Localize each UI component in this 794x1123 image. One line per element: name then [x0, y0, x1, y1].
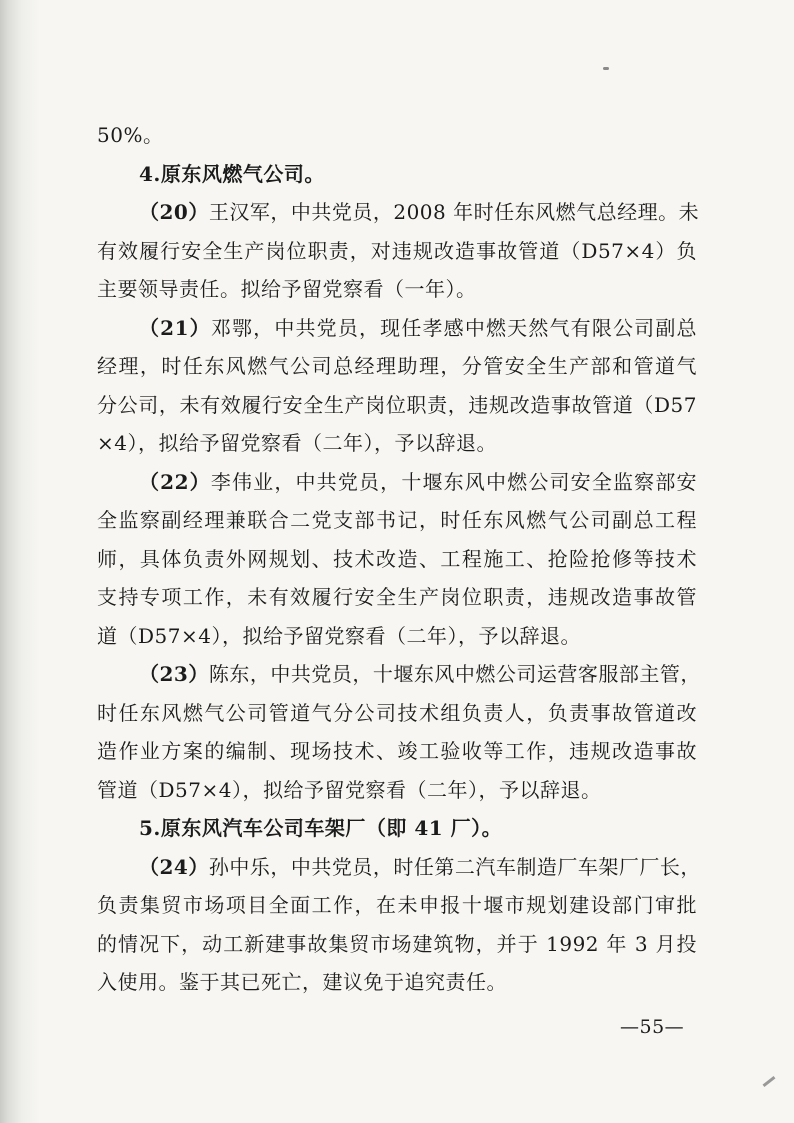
text-line: 支持专项工作，未有效履行安全生产岗位职责，违规改造事故管	[97, 585, 697, 609]
page-number: —55—	[620, 1016, 685, 1038]
paragraph-start: （21）邓鄂，中共党员，现任孝感中燃天然气有限公司副总	[139, 315, 698, 340]
paragraph-start: （23）陈东，中共党员，十堰东风中燃公司运营客服部主管，	[139, 662, 701, 686]
text-line: 主要领导责任。拟给予留党察看（一年）。	[97, 277, 477, 301]
text-line: 50%。	[97, 123, 164, 147]
paragraph-start: （24）孙中乐，中共党员，时任第二汽车制造厂车架厂厂长，	[139, 854, 701, 879]
section-heading: 4.原东风燃气公司。	[139, 161, 325, 186]
text-line: 负责集贸市场项目全面工作，在未申报十堰市规划建设部门审批	[97, 893, 697, 917]
text-line: 师，具体负责外网规划、技术改造、工程施工、抢险抢修等技术	[97, 546, 697, 571]
paragraph-start: （22）李伟业，中共党员，十堰东风中燃公司安全监察部安	[139, 469, 698, 494]
text-line: 分公司，未有效履行安全生产岗位职责，违规改造事故管道（D57	[97, 392, 697, 417]
paragraph-start: （20）王汉军，中共党员，2008 年时任东风燃气总经理。未	[139, 200, 700, 224]
text-line: 时任东风燃气公司管道气分公司技术组负责人，负责事故管道改	[97, 700, 697, 725]
text-line: 道（D57×4），拟给予留党察看（二年），予以辞退。	[97, 623, 581, 648]
document-body	[97, 116, 701, 1002]
text-line: 的情况下，动工新建事故集贸市场建筑物，并于 1992 年 3 月投	[97, 931, 697, 956]
text-line: 入使用。鉴于其已死亡，建议免于追究责任。	[97, 970, 507, 994]
text-line: 经理，时任东风燃气公司总经理助理，分管安全生产部和管道气	[97, 354, 697, 378]
scan-mark	[763, 1076, 776, 1087]
section-heading: 5.原东风汽车公司车架厂（即 41 厂）。	[139, 816, 503, 840]
text-line: 有效履行安全生产岗位职责，对违规改造事故管道（D57×4）负	[97, 238, 697, 263]
text-line: ×4），拟给予留党察看（二年），予以辞退。	[97, 431, 497, 455]
scan-edge-shadow	[0, 0, 40, 1123]
scan-speck	[603, 67, 609, 70]
text-line: 全监察副经理兼联合二党支部书记，时任东风燃气公司副总工程	[97, 508, 697, 532]
text-line: 管道（D57×4），拟给予留党察看（二年），予以辞退。	[97, 777, 602, 802]
text-line: 造作业方案的编制、现场技术、竣工验收等工作，违规改造事故	[97, 739, 697, 763]
